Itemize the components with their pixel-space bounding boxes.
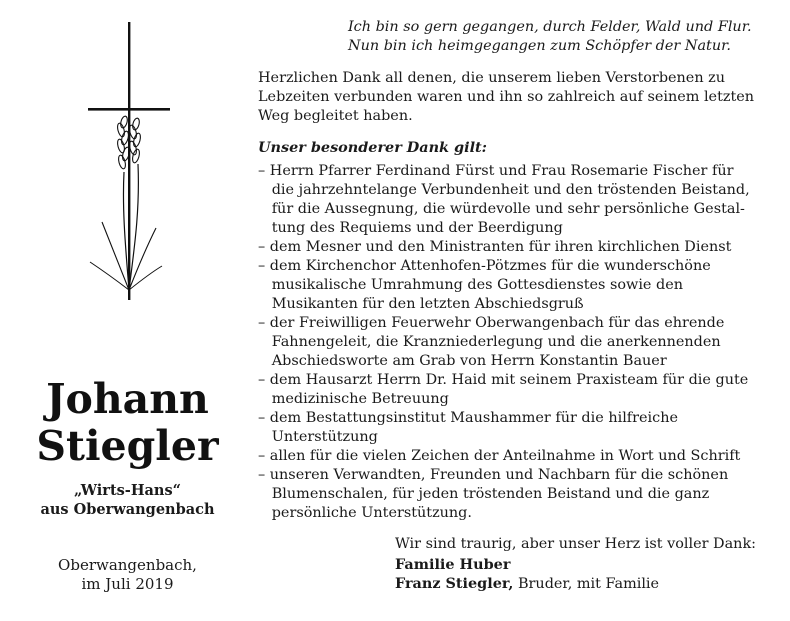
thanks-line: – Herrn Pfarrer Ferdinand Fürst und Frau Rosemarie Fischer für — [258, 163, 734, 179]
thanks-line: – dem Bestattungsinstitut Maushammer für die hilfreiche — [258, 410, 678, 426]
place-text: Oberwangenbach, — [58, 556, 197, 574]
intro-line-2: Lebzeiten verbunden waren und ihn so zahlreich auf seinem letzten — [258, 89, 755, 105]
deceased-nickname: „Wirts-Hans“ — [74, 482, 181, 499]
thanks-line: – der Freiwilligen Feuerwehr Oberwangenbach für das ehrende — [258, 315, 725, 331]
thanks-line: medizinische Betreuung — [258, 391, 449, 407]
intro-line-1: Herzlichen Dank all denen, die unserem lieben Verstorbenen zu — [258, 70, 726, 86]
deceased-first-name: Johann — [46, 375, 209, 423]
left-column — [0, 0, 255, 621]
intro-line-3: Weg begleitet haben. — [258, 108, 413, 124]
thanks-line: musikalische Umrahmung des Gottesdienstes sowie den — [258, 277, 684, 293]
deceased-last-name: Stiegler — [36, 422, 219, 470]
thanks-heading: Unser besonderer Dank gilt: — [258, 139, 487, 156]
deceased-origin: aus Oberwangenbach — [40, 501, 215, 518]
quote-line-1: Ich bin so gern gegangen, durch Felder, Wald und Flur. — [348, 19, 752, 35]
thanks-line: – dem Mesner und den Ministranten für ihren kirchlichen Dienst — [258, 239, 732, 255]
cross-with-wheat-icon — [88, 22, 178, 302]
thanks-line: Fahnengeleit, die Kranzniederlegung und die anerkennenden — [258, 334, 721, 350]
thanks-line: Musikanten für den letzten Abschiedsgruß — [258, 296, 584, 312]
thanks-line: – allen für die vielen Zeichen der Anteilnahme in Wort und Schrift — [258, 448, 741, 464]
thanks-line: persönliche Unterstützung. — [258, 505, 472, 521]
thanks-line: tung des Requiems und der Beerdigung — [258, 220, 563, 236]
thanks-line: Unterstützung — [258, 429, 378, 445]
thanks-line: – dem Hausarzt Herrn Dr. Haid mit seinem Praxisteam für die gute — [258, 372, 749, 388]
brother-signature — [395, 574, 659, 594]
thanks-line: für die Aussegnung, die würdevolle und sehr persönliche Gestal- — [258, 201, 745, 217]
thanks-line: Blumenschalen, für jeden tröstenden Beistand und die ganz — [258, 486, 710, 502]
thanks-line: – dem Kirchenchor Attenhofen-Pötzmes für die wunderschöne — [258, 258, 711, 274]
thanks-line: Abschiedsworte am Grab von Herrn Konstantin Bauer — [258, 353, 667, 369]
quote-line-2: Nun bin ich heimgegangen zum Schöpfer der Natur. — [348, 38, 731, 54]
family-signature: Familie Huber — [395, 556, 511, 573]
brother-name: Franz Stiegler, — [395, 575, 514, 592]
closing-line: Wir sind traurig, aber unser Herz ist voller Dank: — [395, 536, 757, 552]
thanks-line: die jahrzehntelange Verbundenheit und den tröstenden Beistand, — [258, 182, 750, 198]
brother-relation: Bruder, mit Familie — [513, 576, 660, 592]
date-text: im Juli 2019 — [81, 575, 174, 593]
thanks-line: – unseren Verwandten, Freunden und Nachbarn für die schönen — [258, 467, 729, 483]
